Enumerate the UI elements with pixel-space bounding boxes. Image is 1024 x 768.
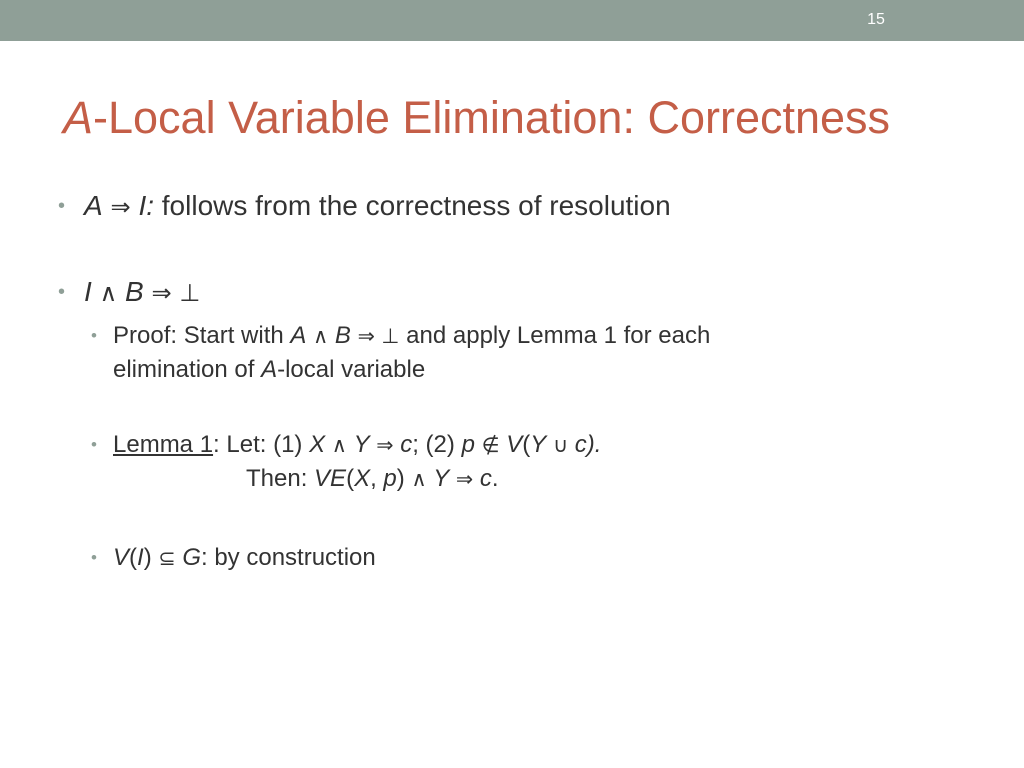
proof-line-1: Proof: Start with A ∧ B ⇒ ⊥ and apply Lemma 1 for each [113,322,711,349]
slide-number: 15 [867,11,885,28]
bullet-v-subseteq-g: • V(I) ⊆ G: by construction [113,541,376,575]
title-text: -Local Variable Elimination: Correctness [93,92,891,143]
lemma-line-2: Then: VE(X, p) ∧ Y ⇒ c. [246,465,499,492]
bullet-i-and-b: • I ∧ B ⇒ ⊥ [84,274,200,311]
top-bar [0,0,1024,41]
bullet-dot-icon: • [91,326,97,345]
bullet-dot-icon: • [91,548,97,567]
bullet-a-implies-i: • A ⇒ I: follows from the correctness of resolution [84,188,671,225]
proof-line-2: elimination of A-local variable [113,356,426,383]
bullet-dot-icon: • [58,281,66,303]
bullet-lemma [91,428,602,496]
title-var: A [63,92,94,143]
bullet-proof [91,319,711,387]
bullet-dot-icon: • [58,195,66,217]
lemma-line-1: Lemma 1: Let: (1) X ∧ Y ⇒ c; (2) p ∉ V(Y ∪ c). [113,431,602,458]
slide-title [63,88,890,148]
bullet-dot-icon: • [91,435,97,454]
